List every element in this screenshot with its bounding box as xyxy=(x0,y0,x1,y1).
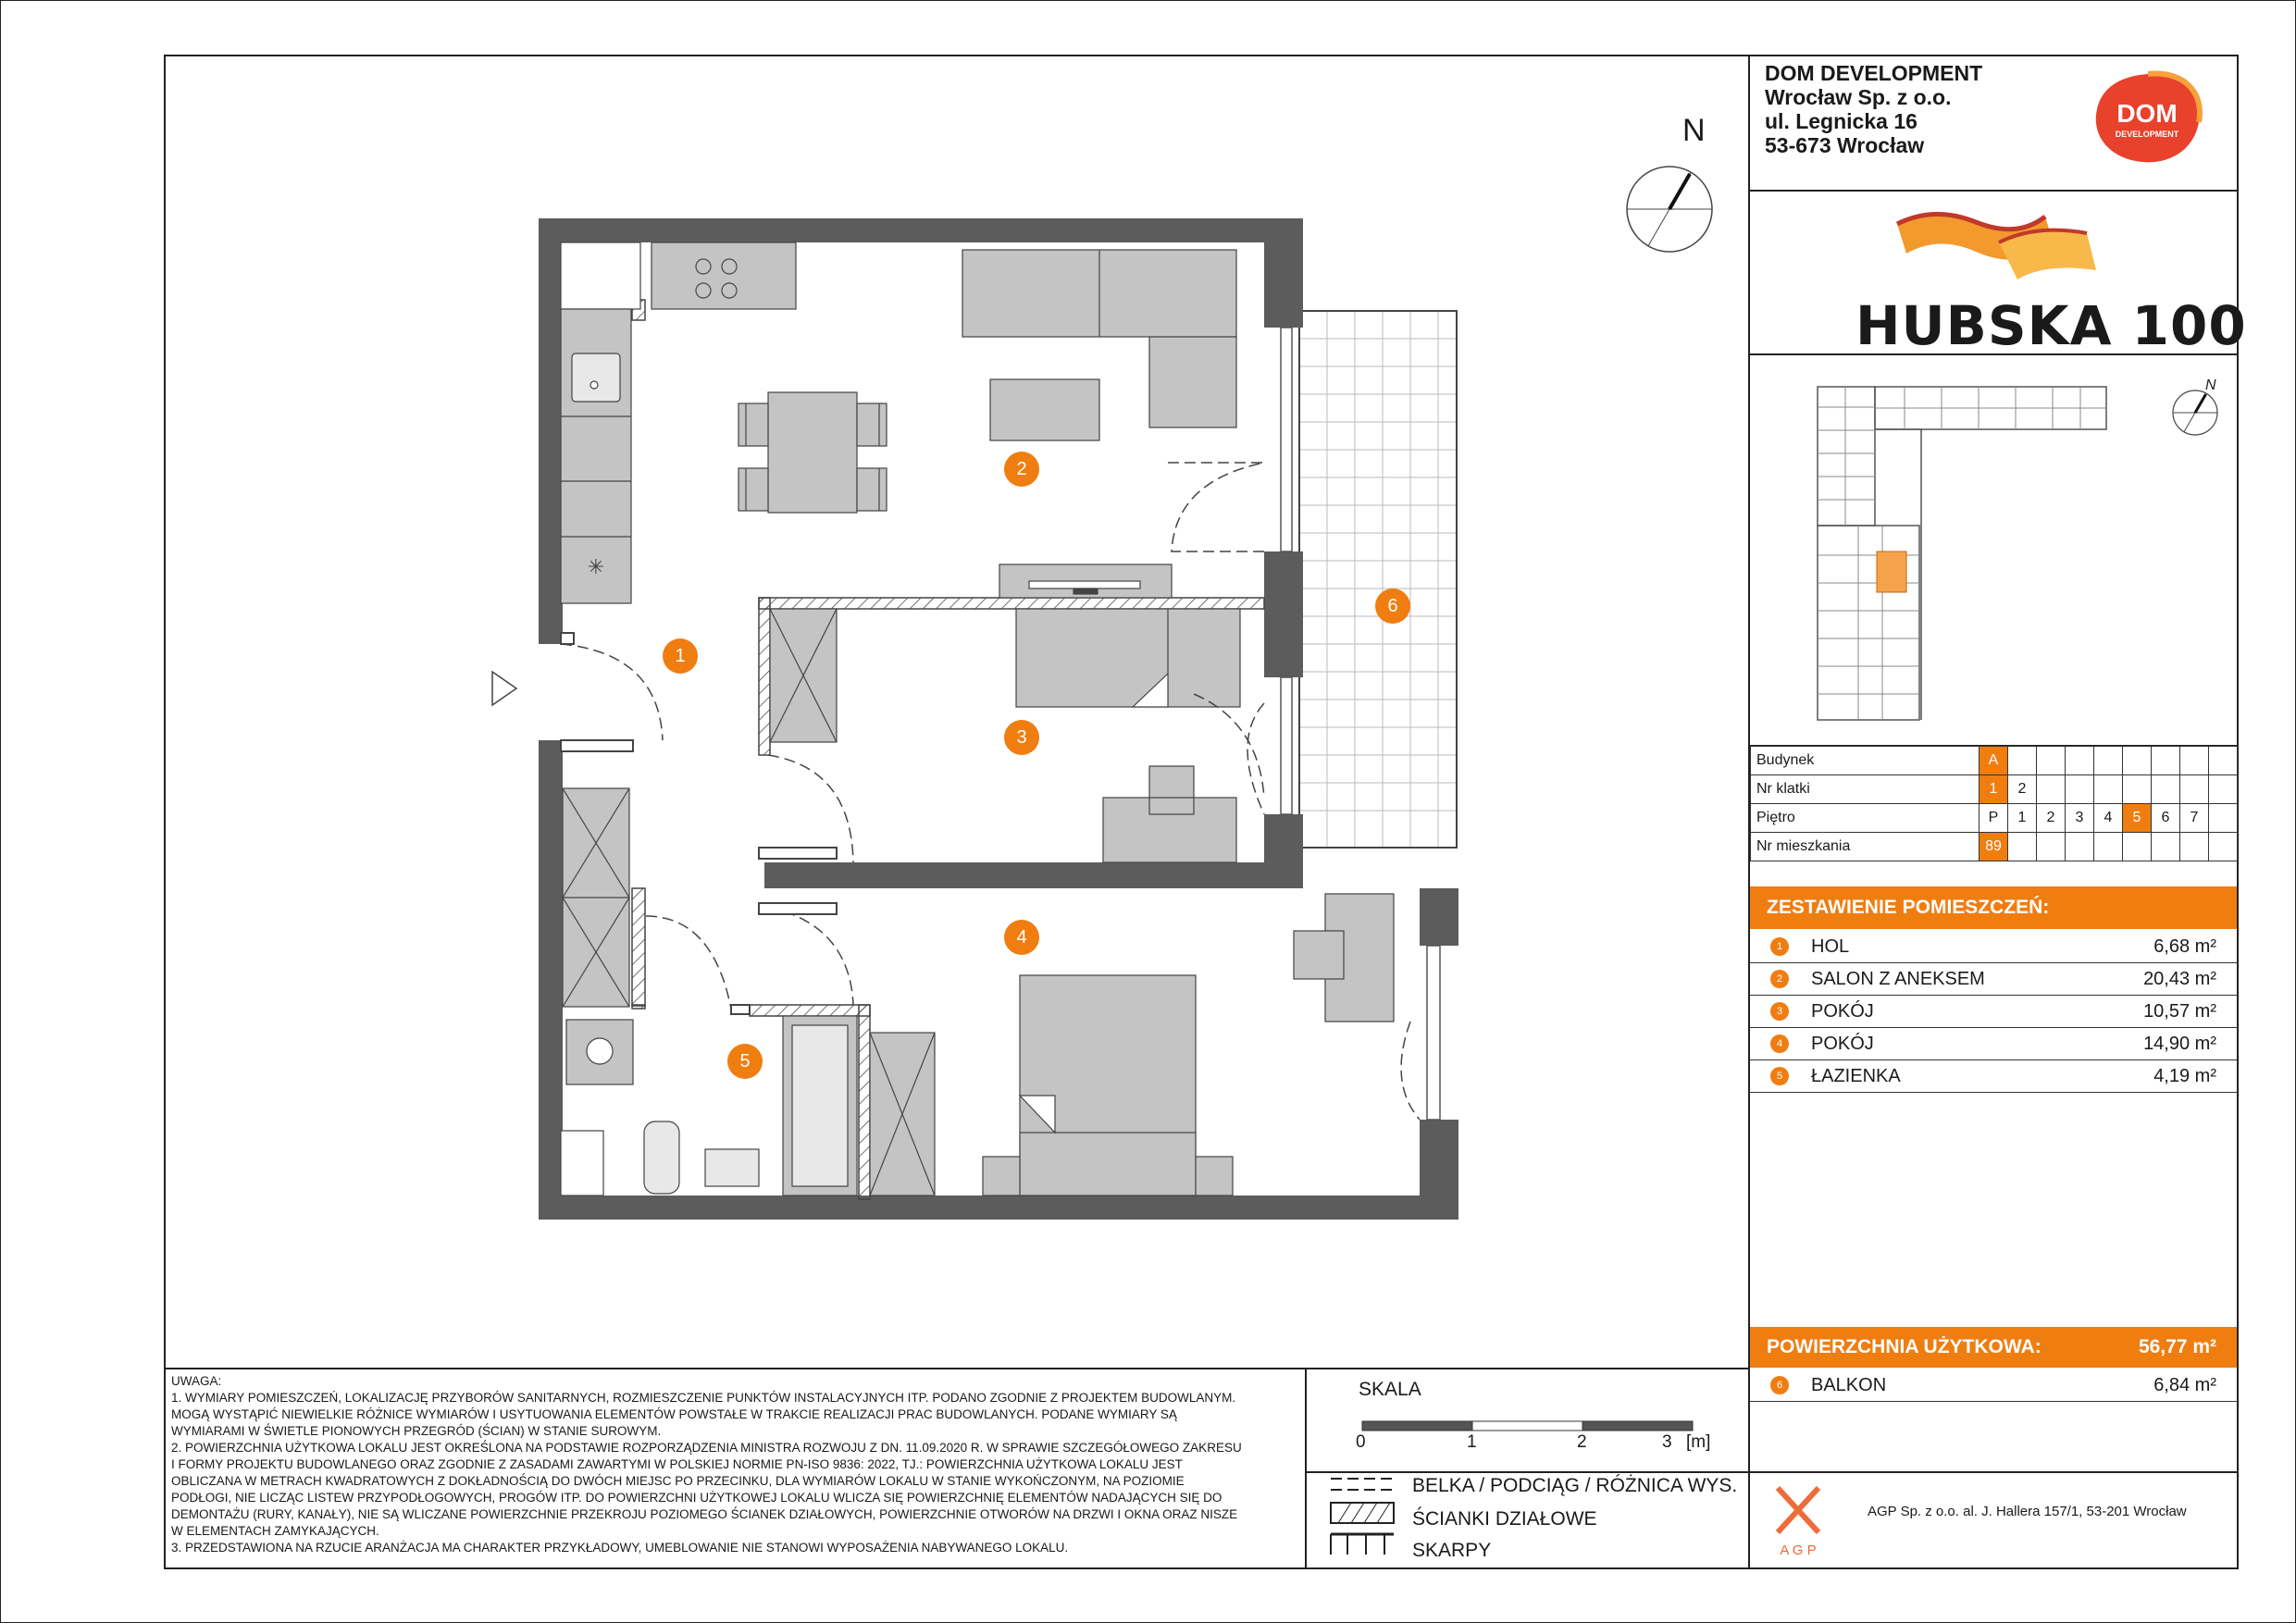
room-num: 3 xyxy=(1770,1002,1789,1021)
unit-table-cell: 3 xyxy=(2066,804,2094,833)
room-row xyxy=(1750,1028,2237,1060)
room-row xyxy=(1750,963,2237,996)
notes-title: UWAGA: xyxy=(171,1374,222,1388)
scale-label: SKALA xyxy=(1359,1379,1421,1400)
unit-table-cell xyxy=(2209,804,2238,833)
company-address xyxy=(1765,61,1982,157)
note-line: OBLICZANA W METRACH KWADRATOWYCH Z DOKŁADNOŚCIĄ DO DWÓCH MIEJSC PO PRZECINKU, DLA WYMIARÓW LOKALU W STANIE WYKOŃCZONYM, NA POZIOMIE xyxy=(171,1474,1185,1488)
balcony-row xyxy=(1750,1369,2237,1402)
room-area: 14,90 m² xyxy=(2143,1034,2216,1054)
hatched-wall-icon xyxy=(1331,1503,1394,1523)
unit-table-cell xyxy=(2152,775,2180,804)
floor-plan xyxy=(481,204,1499,1240)
unit-table-cell: 2 xyxy=(2037,804,2066,833)
compass-icon xyxy=(1625,165,1714,254)
unit-table-cell: 89 xyxy=(1980,833,2008,861)
note-line: 1. WYMIARY POMIESZCZEŃ, LOKALIZACJĘ PRZYBORÓW SANITARNYCH, ROZMIESZCZENIE PUNKTÓW INSTALACYJNYCH ITP. PODANO ZGODNIE Z PROJEKTEM BUDOWLANYM. xyxy=(171,1391,1236,1405)
unit-table-cell xyxy=(2066,775,2094,804)
unit-table-cell xyxy=(2037,833,2066,861)
unit-table-cell: P xyxy=(1980,804,2008,833)
unit-table-row xyxy=(1751,833,2238,861)
dom-development-logo xyxy=(2090,68,2206,168)
unit-table-cell xyxy=(2152,747,2180,775)
notes-divider xyxy=(164,1368,1750,1369)
room-marker-5: 5 xyxy=(727,1044,763,1079)
notes-block xyxy=(171,1373,1300,1556)
company-line2: Wrocław Sp. z o.o. xyxy=(1765,85,1952,109)
room-name: POKÓJ xyxy=(1811,1001,1874,1022)
unit-table-cell xyxy=(2123,747,2152,775)
room-num: 1 xyxy=(1770,937,1789,956)
unit-table-label: Nr mieszkania xyxy=(1751,833,1980,861)
room-row xyxy=(1750,1060,2237,1093)
film-strip-logo xyxy=(1888,196,2101,289)
room-name: SALON Z ANEKSEM xyxy=(1811,969,1985,989)
unit-table-cell: 4 xyxy=(2094,804,2123,833)
architect-address: AGP Sp. z o.o. al. J. Hallera 157/1, 53-201 Wrocław xyxy=(1868,1504,2187,1519)
room-area: 6,68 m² xyxy=(2153,936,2216,957)
usable-area-label: POWIERZCHNIA UŻYTKOWA: xyxy=(1767,1336,2042,1357)
room-area: 20,43 m² xyxy=(2143,969,2216,989)
room-row xyxy=(1750,931,2237,963)
rooms-header: ZESTAWIENIE POMIESZCZEŃ: xyxy=(1750,886,2237,929)
room-marker-4: 4 xyxy=(1004,920,1039,955)
unit-table-row xyxy=(1751,804,2238,833)
room-marker-3: 3 xyxy=(1004,720,1039,755)
room-name: ŁAZIENKA xyxy=(1811,1066,1901,1086)
note-line: 2. POWIERZCHNIA UŻYTKOWA LOKALU JEST OKREŚLONA NA PODSTAWIE ROZPORZĄDZENIA MINISTRA ROZWOJU Z DN. 11.09.2020 R. W SPRAWIE SZCZEGÓŁOWEGO ZAKRESU xyxy=(171,1441,1242,1455)
scale-tick-3: 3 xyxy=(1662,1432,1672,1452)
unit-table-cell xyxy=(2066,747,2094,775)
unit-table-cell xyxy=(2123,775,2152,804)
mini-compass-icon xyxy=(2171,389,2219,437)
note-line: I FORMY PROJEKTU BUDOWLANEGO ORAZ ZGODNIE Z ZASADAMI ZAWARTYMI W POLSKIEJ NORMIE PN-ISO 9836: 2022, TJ.: POWIERZCHNIA UŻYTKOWA LOKALU JEST xyxy=(171,1457,1183,1471)
agp-logo-text: A G P xyxy=(1780,1542,1817,1558)
unit-table-cell: A xyxy=(1980,747,2008,775)
balcony-area: 6,84 m² xyxy=(2153,1375,2216,1395)
unit-table-cell xyxy=(2123,833,2152,861)
scale-tick-2: 2 xyxy=(1577,1432,1587,1452)
room-area: 10,57 m² xyxy=(2143,1001,2216,1022)
company-street: ul. Legnicka 16 xyxy=(1765,109,1917,133)
unit-table-cell: 2 xyxy=(2008,775,2037,804)
scale-unit: [m] xyxy=(1686,1432,1711,1452)
unit-table-cell: 7 xyxy=(2180,804,2209,833)
balcony-name: BALKON xyxy=(1811,1375,1887,1395)
room-row xyxy=(1750,996,2237,1028)
legend-beam-text: BELKA / PODCIĄG / RÓŻNICA WYS. xyxy=(1412,1475,1738,1496)
unit-table-cell xyxy=(2094,775,2123,804)
scale-tick-1: 1 xyxy=(1467,1432,1477,1452)
unit-table-label: Nr klatki xyxy=(1751,775,1980,804)
room-num: 2 xyxy=(1770,970,1789,988)
room-marker-2: 2 xyxy=(1004,452,1039,487)
dining-table xyxy=(738,392,887,513)
unit-table-cell xyxy=(2180,747,2209,775)
dashed-lines-icon xyxy=(1331,1479,1394,1490)
usable-area-bar xyxy=(1750,1327,2237,1368)
hall-wardrobe xyxy=(563,788,629,1007)
unit-table-cell: 5 xyxy=(2123,804,2152,833)
unit-table-cell xyxy=(2094,747,2123,775)
note-line: MOGĄ WYSTĄPIĆ NIEWIELKIE RÓŻNICE WYMIARÓW I USYTUOWANIA ELEMENTÓW POWSTAŁE W TRAKCIE REALIZACJI PRAC BUDOWLANYCH. PODANE WYMIARY SĄ xyxy=(171,1407,1177,1421)
logo-text-small: DEVELOPMENT xyxy=(2115,130,2179,139)
north-label: N xyxy=(1682,113,1706,148)
legend-jamb-text: SKARPY xyxy=(1412,1540,1492,1561)
unit-table-cell xyxy=(2180,833,2209,861)
room-num: 4 xyxy=(1770,1035,1789,1053)
unit-info-table xyxy=(1750,746,2238,861)
bathroom-fixtures xyxy=(561,1016,935,1196)
company-city: 53-673 Wrocław xyxy=(1765,133,1925,157)
scale-bar xyxy=(1351,1414,1703,1469)
balcony-num: 6 xyxy=(1770,1376,1789,1394)
unit-table-cell xyxy=(2180,775,2209,804)
unit-table-cell xyxy=(2152,833,2180,861)
jamb-icon xyxy=(1331,1534,1394,1555)
company-name: DOM DEVELOPMENT xyxy=(1765,61,1983,85)
room-marker-1: 1 xyxy=(663,638,698,674)
legend-partition-text: ŚCIANKI DZIAŁOWE xyxy=(1412,1508,1597,1530)
usable-area-value: 56,77 m² xyxy=(2138,1336,2216,1357)
tv-unit xyxy=(999,564,1172,598)
unit-table-row xyxy=(1751,775,2238,804)
scale-tick-0: 0 xyxy=(1356,1432,1366,1452)
project-title: HUBSKA 100 xyxy=(1855,294,2247,357)
note-line: WYMIARAMI W ŚWIETLE PIONOWYCH PRZEGRÓD (ŚCIAN) W STANIE SUROWYM. xyxy=(171,1424,662,1438)
note-line: W ELEMENTACH ZAMYKAJĄCYCH. xyxy=(171,1524,379,1538)
building-key-plan xyxy=(1812,379,2108,731)
note-line: 3. PRZEDSTAWIONA NA RZUCIE ARANŻACJA MA CHARAKTER PRZYKŁADOWY, UMEBLOWANIE NIE STANOWI WYPOSAŻENIA NABYWANEGO LOKALU. xyxy=(171,1541,1069,1555)
legend-icons xyxy=(1329,1473,1403,1562)
logo-text-big: DOM xyxy=(2116,99,2178,128)
sofa xyxy=(962,250,1236,440)
unit-table-cell xyxy=(2209,747,2238,775)
unit-table-cell xyxy=(2037,747,2066,775)
unit-table-cell xyxy=(2209,833,2238,861)
room-name: HOL xyxy=(1811,936,1850,957)
mini-north-label: N xyxy=(2205,378,2216,393)
unit-table-cell xyxy=(2037,775,2066,804)
agp-logo xyxy=(1772,1484,1828,1558)
unit-table-cell: 1 xyxy=(2008,804,2037,833)
note-line: DEMONTAŻU (RURY, KANAŁY), NIE SĄ WLICZANE POWIERZCHNIE PRZEKROJU POZIOMEGO ŚCIANEK DZIAŁOWYCH, POWIERZCHNIE OTWORÓW NA DRZWI I OKNA ORAZ NISZE xyxy=(171,1507,1238,1521)
room-name: POKÓJ xyxy=(1811,1034,1874,1054)
room-area: 4,19 m² xyxy=(2153,1066,2216,1086)
unit-table-cell: 1 xyxy=(1980,775,2008,804)
balcony-area-drawing xyxy=(1299,311,1457,848)
unit-table-cell: 6 xyxy=(2152,804,2180,833)
divider xyxy=(1748,1471,2239,1473)
unit-table-cell xyxy=(2008,833,2037,861)
unit-table-cell xyxy=(2209,775,2238,804)
unit-table-row xyxy=(1751,747,2238,775)
unit-table-label: Piętro xyxy=(1751,804,1980,833)
bedroom-furniture xyxy=(983,894,1394,1196)
entrance-arrow-icon xyxy=(492,672,516,705)
unit-table-label: Budynek xyxy=(1751,747,1980,775)
room-marker-6: 6 xyxy=(1375,588,1410,624)
unit-table-cell xyxy=(2008,747,2037,775)
room-num: 5 xyxy=(1770,1067,1789,1085)
svg-text:✳: ✳ xyxy=(587,555,605,578)
divider xyxy=(1305,1368,1307,1569)
divider xyxy=(1748,190,2239,192)
note-line: PODŁOGI, NIE LICZĄC LISTEW PRZYPODŁOGOWYCH, PROGÓW ITP. DO POWIERZCHNI UŻYTKOWEJ LOKALU WLICZA SIĘ POWIERZCHNIĘ ELEMENTÓW NADAJĄCYCH SIĘ DO xyxy=(171,1491,1222,1505)
unit-highlight xyxy=(1877,551,1906,592)
unit-table-cell xyxy=(2066,833,2094,861)
unit-table-cell xyxy=(2094,833,2123,861)
